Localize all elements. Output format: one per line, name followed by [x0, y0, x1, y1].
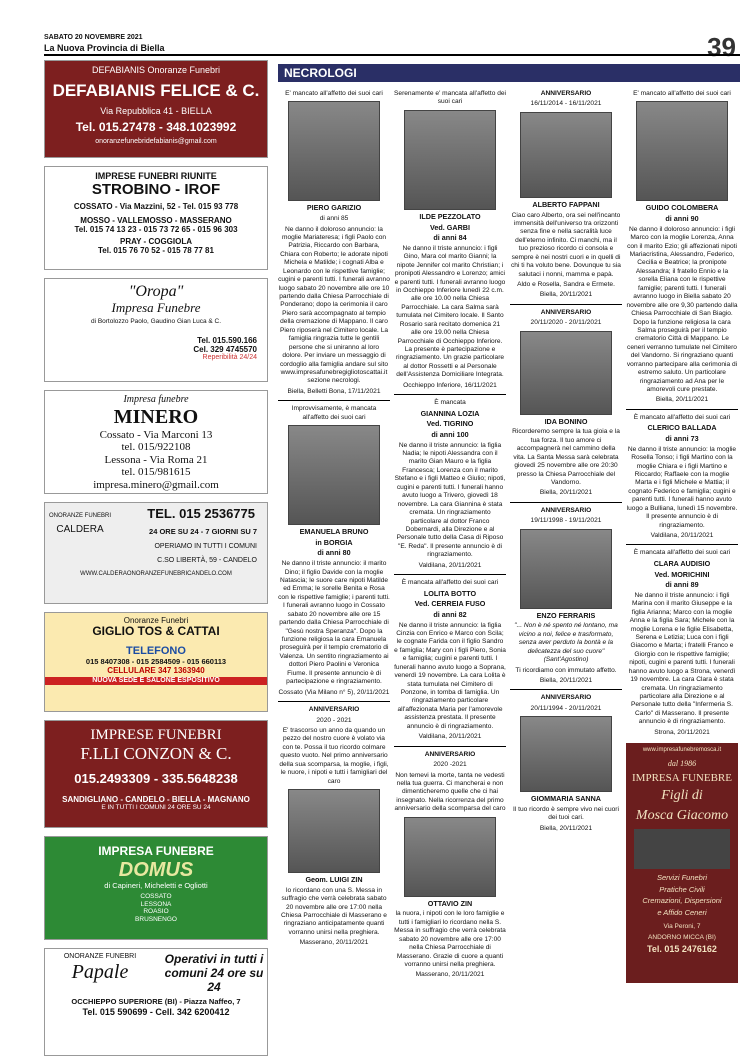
- ad-line: impresa.minero@gmail.com: [93, 479, 219, 492]
- obituary-place: Biella, Belletti Bona, 17/11/2021: [287, 387, 381, 395]
- ad-line: Tel. 015 74 13 23 - 015 73 72 65 - 015 96 303: [74, 224, 238, 234]
- divider: [278, 400, 390, 401]
- column-4: [626, 90, 738, 983]
- issue-date: SABATO 20 NOVEMBRE 2021: [44, 34, 143, 41]
- deceased-age: di anni 82: [433, 609, 467, 619]
- deceased-married-name: Ved. MORICHINI: [654, 569, 710, 579]
- page-number: 39: [707, 32, 736, 62]
- ad-strobino: [44, 166, 268, 270]
- ad-line: Tel. 015.27478 - 348.1023992: [75, 120, 237, 135]
- ad-line: Tel. 015 76 70 52 - 015 78 77 81: [98, 246, 214, 256]
- ad-line: e Affido Ceneri: [657, 907, 707, 917]
- portrait-photo: [288, 789, 380, 873]
- ad-line: dal 1986: [667, 758, 697, 768]
- newspaper-name: La Nuova Provincia di Biella: [44, 43, 165, 53]
- column-2: [394, 90, 506, 982]
- obituary-place: Masserano, 20/11/2021: [299, 939, 369, 947]
- obituary: [394, 90, 506, 390]
- divider: [394, 394, 506, 395]
- deceased-married-name: in BORGIA: [315, 537, 353, 547]
- deceased-name: GUIDO COLOMBERA: [645, 203, 719, 213]
- anniversary-years: 16/11/2014 - 16/11/2021: [530, 100, 602, 108]
- deceased-name: CLARA AUDISIO: [653, 558, 711, 568]
- anniversary-label: ANNIVERSARIO: [540, 506, 592, 514]
- ad-line: tel. 015/981615: [121, 466, 191, 479]
- ad-line: WWW.CALDERAONORANZEFUNEBRICANDELO.COM: [80, 570, 232, 577]
- page-header: [44, 4, 740, 62]
- ad-line: DEFABIANIS FELICE & C.: [52, 81, 260, 101]
- deceased-name: ENZO FERRARIS: [536, 610, 596, 620]
- obituary-place: Valdilana, 20/11/2021: [418, 733, 482, 741]
- obituary-place: Cossato (Via Milano n° 5), 20/11/2021: [278, 688, 390, 696]
- obituary-place: Valdilana, 20/11/2021: [650, 532, 714, 539]
- ad-conzon: [44, 720, 268, 828]
- ad-line: Tel. 015 590699 - Cell. 342 6200412: [82, 1007, 230, 1018]
- divider: [394, 746, 506, 747]
- ad-line: MINERO: [113, 405, 199, 428]
- obituary-place: Biella, 20/11/2021: [539, 677, 593, 685]
- obituary-text: Ne danno il triste annuncio: il marito Dino; il figlio Davide con la moglie Natascia; le suore care nipoti Matilde ed Emma; le sorelle Benita e Rosa con le rispettive famiglie; i parenti tutti. I funerali avranno luogo in Cossato sabato 20 novembre alle ore 15 partendo dalla Chiesa Parrocchiale di "Gesù nostra Speranza". Dopo la funzione religiosa la cara Emanuela proseguirà per il tempio crematorio di Valenza. Un sentito ringraziamento ai dottori Piero Paolini e Veronica Fiume. Il presente annuncio è di partecipazione e ringraziamento.: [278, 560, 390, 686]
- deceased-name: OTTAVIO ZIN: [427, 898, 473, 908]
- deceased-name: GIOMMARIA SANNA: [530, 794, 601, 804]
- obituary-place: Masserano, 20/11/2021: [415, 971, 485, 979]
- obituary-place: Occhieppo Inferiore, 16/11/2021: [403, 381, 497, 389]
- ad-line: IMPRESA FUNEBRE: [98, 844, 214, 858]
- anniversary-signature: Ti ricordiamo con immutato affetto.: [515, 666, 617, 674]
- anniversary-years: 19/11/1998 - 19/11/2021: [530, 517, 602, 525]
- ad-line: Papale: [71, 961, 129, 984]
- ad-line: IMPRESA FUNEBRE: [632, 772, 732, 785]
- ad-image: [634, 829, 730, 869]
- ad-line: E IN TUTTI I COMUNI 24 ORE SU 24: [101, 803, 211, 811]
- ad-line: IMPRESE FUNEBRI RIUNITE: [95, 171, 217, 181]
- deceased-age: di anni 100: [431, 429, 469, 439]
- divider: [626, 544, 738, 545]
- ad-line: TELEFONO: [126, 644, 186, 657]
- obituary-place: Biella, 20/11/2021: [539, 291, 593, 299]
- obituary: [626, 549, 738, 737]
- ad-line: 24 ORE SU 24 - 7 GIORNI SU 7: [149, 526, 257, 536]
- ad-domus: [44, 836, 268, 940]
- ad-line: di Capineri, Micheletti e Ogliotti: [104, 880, 208, 890]
- deceased-name: Geom. LUIGI ZIN: [305, 875, 363, 884]
- section-banner: [278, 64, 740, 82]
- ad-line: GIGLIO TOS & CATTAI: [92, 624, 220, 639]
- ad-line: ONORANZE FUNEBRI: [48, 513, 111, 519]
- portrait-photo: [520, 716, 612, 792]
- anniversary-signature: Aldo e Rosella, Sandra e Ermete.: [517, 281, 615, 289]
- anniversary-years: 20/11/1994 - 20/11/2021: [530, 704, 602, 712]
- deceased-name: EMANUELA BRUNO: [299, 527, 369, 537]
- anniversary: [510, 90, 622, 300]
- obituary: [394, 579, 506, 741]
- anniversary-years: 2020 -2021: [433, 761, 467, 769]
- obituary-intro: E' mancato all'affetto dei suoi cari: [633, 90, 731, 97]
- ad-line: PRAY - COGGIOLA: [119, 237, 192, 247]
- deceased-name: CLERICO BALLADA: [647, 423, 717, 433]
- ad-line: Impresa funebre: [123, 394, 189, 405]
- ad-defabianis: [44, 60, 268, 158]
- obituary: [394, 399, 506, 570]
- portrait-photo: [404, 110, 496, 210]
- ad-line: Impresa Funebre: [111, 300, 201, 316]
- anniversary-text: Ricorderemo sempre la tua gioia e la tua forza. Il tuo amore ci accompagnerà nel cammino della vita. La Santa Messa sarà celebrata giovedì 25 novembre alle ore 20:30 presso la Chiesa Parrocchiale del Vandorno.: [512, 428, 620, 487]
- ad-line: tel. 015/922108: [121, 441, 191, 454]
- obituary-intro: È mancata all'affetto dei suoi cari: [633, 549, 731, 557]
- ad-line: COSSATO - Via Mazzini, 52 - Tel. 015 93 778: [73, 201, 239, 211]
- ad-line: onoranzefunebridefabianis@gmail.com: [95, 138, 217, 146]
- deceased-age: di anni 80: [317, 548, 351, 558]
- ad-line: 015.2493309 - 335.5648238: [74, 770, 238, 786]
- anniversary-text: E' trascorso un anno da quando un pezzo del nostro cuore è volato via con te. Possa il tuo ricordo colmare questo vuoto. Nel primo anniversario della sua scomparsa, la moglie, i figli, le nuore, i nipoti e tutti i famigliari del caro: [279, 726, 389, 785]
- ad-line: DEFABIANIS Onoranze Funebri: [91, 65, 221, 75]
- deceased-married-name: Ved. CERREIA FUSO: [414, 599, 486, 609]
- portrait-photo: [404, 817, 496, 897]
- ad-oropa: [44, 278, 268, 382]
- deceased-name: PIERO GARIZIO: [306, 203, 362, 213]
- obituary-place: Strona, 20/11/2021: [654, 728, 710, 736]
- ad-line: www.impresafunebremosca.it: [642, 747, 722, 754]
- anniversary: [510, 507, 622, 686]
- deceased-age: di anni 85: [319, 215, 349, 223]
- portrait-photo: [520, 529, 612, 609]
- ad-line: C.SO LIBERTÀ, 59 - CANDELO: [157, 556, 257, 564]
- ad-line: COSSATO: [140, 893, 172, 901]
- anniversary: [510, 694, 622, 833]
- ad-line: Cel. 329 4745570: [193, 344, 257, 354]
- anniversary-label: ANNIVERSARIO: [540, 308, 592, 316]
- anniversary-text: Ciao caro Alberto, ora sei nell'incanto immensità dell'universo tra orizzonti senza fine e nella sacralità luce dell'eterno infinito. Ci manchi, ma il tuo prezioso ricordo ci consola e sempre è nei nostri cuori e in quelli di chi ti ha voluto bene. Dovunque tu sia salutaci i nonni, mamma e papà.: [511, 211, 621, 278]
- deceased-married-name: Ved. GARBI: [430, 222, 470, 232]
- obituary-text: Ne danno il triste annuncio: i figli Marina con il marito Giuseppe e la figlia Arianna; Marco con la moglie Anna e la figlia Sara; Michele con la moglie Lorena e le figlie Elisabetta, Serena e Letizia; Luca con i figli Giacomo e Marta; i fratelli Franco e Giorgio con le rispettive famiglie; nipoti, cugini e parenti tutti. I funerali hanno avuto luogo a Strona, venerdì 19 novembre. La cara Clara è stata cremata. Un ringraziamento particolare alla Direzione e al Personale tutto della "Infermeria S. Carlo" di Masserano. Il presente annuncio è di ringraziamento.: [628, 591, 736, 726]
- anniversary-label: ANNIVERSARIO: [308, 706, 360, 714]
- ad-line: ANDORNO MICCA (BI): [648, 933, 716, 941]
- ad-line: STROBINO - IROF: [91, 181, 221, 199]
- ad-mosca: [626, 743, 738, 983]
- ad-caldera: [44, 502, 268, 604]
- deceased-name: LOLITA BOTTO: [423, 588, 477, 598]
- obituary-intro: È mancata: [434, 399, 466, 407]
- ad-line: Tel. 015 2476162: [647, 944, 717, 955]
- deceased-name: IDA BONINO: [544, 416, 588, 426]
- ad-line: Figli di: [661, 788, 703, 804]
- ad-line: ROASIO: [143, 908, 169, 916]
- anniversary: [510, 309, 622, 498]
- deceased-name: ILDE PEZZOLATO: [419, 211, 481, 221]
- anniversary-text: Il tuo ricordo è sempre vivo nei cuori dei tuoi cari.: [513, 806, 619, 822]
- ad-line: OCCHIEPPO SUPERIORE (BI) - Piazza Naffeo, 7: [71, 997, 241, 1007]
- divider: [278, 701, 390, 702]
- obituary-intro: È mancato all'affetto dei suoi cari: [633, 413, 731, 421]
- anniversary: [278, 706, 390, 948]
- ad-line: Mosca Giacomo: [635, 808, 729, 824]
- ad-line: LESSONA: [140, 900, 172, 908]
- portrait-photo: [288, 101, 380, 201]
- ad-line: CALDERA: [56, 523, 104, 535]
- obituary-text: Ne danno il triste annuncio: la figlia Nadia; le nipoti Alessandra con il marito Gian Mauro e la figlia Francesca; Lorenza con il marito Stefano e i figli Matteo e Giulio; nipoti, cugini e parenti tutti. I funerali hanno avuto luogo a Trivero, giovedì 18 novembre. La cara Giannina è stata cremata. Un ringraziamento particolare al dottor Franco Dobernardi, alla Direzione e al Personale tutto della Casa di Riposo "E. Reda". Il presente annuncio è di ringraziamento.: [394, 441, 506, 559]
- portrait-photo: [288, 425, 380, 525]
- ad-line: Onoranze Funebri: [123, 616, 189, 625]
- obituary-place: Biella, 20/11/2021: [539, 489, 593, 497]
- obituary-text: Ne danno il doloroso annuncio: la moglie Mariateresa; i figli Paolo con Patrizia, Riccardo con Barbara, Chiara con Roberto; le adorate nipoti Michela e Matilde; i cognati Alba e Leonardo con le rispettive famiglie; cugini e parenti tutti. I funerali avranno luogo sabato 20 novembre alle ore 10 partendo dalla Chiesa Parrocchiale di Ponderano; dopo la cerimonia il caro Piero sarà accompagnato al tempio della cremazione di Mappano. Il caro Piero riposerà nel Cimitero locale. La famiglia ringrazia tutte le gentili persone che si uniranno al loro dolore. Per inviare un messaggio di cordoglio alla famiglia andare sul sito www.impresafunebregigliotoscattai.it sezione necrologi.: [278, 225, 390, 385]
- deceased-age: di anni 89: [665, 580, 699, 590]
- obituary-text: Ne danno il triste annuncio: la figlia Cinzia con Enrico e Marco con Scila; le cognate Farida con il figlio Sandro e famiglia; Mary con i figli Piero, Sonia e famiglia; cugini e parenti tutti. I funerali hanno avuto luogo a Soprana, venerdì 19 novembre. La cara Lolita è stata tumulata nel Cimitero di Ponzone, in tomba di famiglia. Un ringraziamento particolare all'affezionata Maria per l'amorevole assistenza prestata. Il presente annuncio è di ringraziamento.: [394, 621, 506, 730]
- header-rule: [44, 54, 740, 56]
- obituary-text: Ne danno il doloroso annuncio: i figli Marco con la moglie Lorenza, Anna con il marito Ezio; gli affezionati nipoti Mariacristina, Alessandro, Federico, Cecilia e Beatrice; la pronipote Alessandra; il fratello Ennio e la sorella Eliana con le rispettive famiglie; parenti tutti. I funerali avranno luogo in Biella sabato 20 novembre alle ore 9,30 partendo dalla Chiesa Parrocchiale di San Biagio. Dopo la funzione religiosa la cara Salma proseguirà per il tempio crematorio Città di Mappano. Le ceneri verranno tumulate nel Cimitero del Vandorno. Si ringraziano quanti vorranno partecipare alla cerimonia di estremo saluto. Un particolare ringraziamento ad Ana per le amorevoli cure prestate.: [626, 225, 738, 394]
- deceased-age: di anni 73: [665, 433, 699, 443]
- ad-line: Operativi in tutti i comuni 24 ore su 24: [164, 952, 264, 994]
- deceased-age: di anni 90: [665, 214, 699, 224]
- ad-line: F.LLI CONZON & C.: [80, 744, 232, 764]
- portrait-photo: [520, 112, 612, 198]
- obituary-place: Valdilana, 20/11/2021: [418, 561, 482, 569]
- anniversary-label: ANNIVERSARIO: [540, 90, 592, 97]
- anniversary-text-2: la nuora, i nipoti con le loro famiglie e tutti i famigliari lo ricordano nella S. Messa in suffragio che verrà celebrata sabato 20 novembre alle ore 17:00 nella Chiesa Parrocchiale di Masserano. Grazie di cuore a quanti vorranno unirsi nella preghiera.: [394, 910, 506, 968]
- ad-line: Cremazioni, Dispersioni: [642, 896, 722, 906]
- ad-line: ONORANZE FUNEBRI: [63, 953, 137, 960]
- ad-line: SANDIGLIANO - CANDELO - BIELLA - MAGNANO: [62, 794, 250, 804]
- column-1: [278, 90, 390, 950]
- anniversary-label: ANNIVERSARIO: [424, 750, 476, 758]
- ad-minero: [44, 390, 268, 494]
- deceased-age: di anni 84: [433, 233, 467, 243]
- anniversary-label: ANNIVERSARIO: [540, 694, 592, 702]
- divider: [510, 304, 622, 305]
- obituary: [278, 405, 390, 697]
- deceased-married-name: Ved. TIGRINO: [426, 419, 474, 429]
- divider: [394, 574, 506, 575]
- obituary-intro: È mancata all'affetto dei suoi cari: [401, 579, 499, 587]
- obituary-intro: E' mancato all'affetto dei suoi cari: [285, 90, 383, 97]
- deceased-name: ALBERTO FAPPANI: [532, 199, 600, 209]
- obituary-text: Ne danno il triste annuncio: i figli Gino, Mara col marito Gianni; la nipote Jennifer col marito Christian; i pronipoti Alessandro e Lorenzo; amici e parenti tutti. I funerali avranno luogo in Occhieppo Inferiore lunedì 22 c.m. alle ore 10.00 nella Chiesa Parrocchiale. La cara Salma sarà tumulata nel Cimitero locale. Il Santo Rosario sarà recitato domenica 21 alle ore 19.00 nella Chiesa Parrocchiale di Occhieppo Inferiore. La presente è partecipazione e ringraziamento. Un grazie particolare al dottor Rossetti e al Personale dell'Assistenza Domiciliare Integrata.: [394, 244, 506, 379]
- ad-line: Via Repubblica 41 - BIELLA: [100, 105, 212, 116]
- obituary-place: Biella, 20/11/2021: [655, 396, 709, 404]
- deceased-name: GIANNINA LOZIA: [420, 408, 480, 418]
- ad-line: DOMUS: [118, 858, 194, 881]
- anniversary-years: 2020 - 2021: [316, 716, 352, 724]
- ad-line: Pratiche Civili: [659, 884, 705, 894]
- obituary: [626, 414, 738, 541]
- anniversary-years: 20/11/2020 - 20/11/2021: [530, 319, 602, 327]
- ad-line: Servizi Funebri: [656, 873, 708, 883]
- ad-line: Cossato - Via Marconi 13: [99, 428, 213, 441]
- ad-line: 015 8407308 - 015 2584509 - 015 660113: [85, 656, 227, 666]
- ad-line: TEL. 015 2536775: [147, 506, 255, 521]
- ad-giglio: [44, 612, 268, 712]
- obituary-place: Biella, 20/11/2021: [539, 824, 593, 832]
- divider: [510, 502, 622, 503]
- obituary-intro: Improvvisamente, è mancata all'affetto dei suoi cari: [291, 405, 377, 421]
- ad-line: BRUSNENGO: [135, 915, 177, 923]
- obituary: [626, 90, 738, 405]
- ad-line: di Bortolozzo Paolo, Gaudino Gian Luca & C.: [90, 318, 222, 326]
- ad-line: "Oropa": [128, 283, 184, 300]
- obituary: [278, 90, 390, 396]
- section-title: NECROLOGI: [284, 66, 357, 80]
- ad-line: IMPRESE FUNEBRI: [90, 727, 222, 743]
- ad-line: NUOVA SEDE E SALONE ESPOSITIVO: [45, 677, 267, 685]
- anniversary-text: Non temevi la morte, tanta ne vedesti nella tua guerra. Ci mancherai e non dimenticheremo quelle che ci hai insegnato. Nella ricorrenza del primo anniversario della scomparsa del caro: [394, 771, 506, 813]
- ad-papale: [44, 948, 268, 1056]
- portrait-photo: [636, 101, 728, 201]
- ad-line: Via Peroni, 7: [663, 923, 701, 931]
- ad-line: Lessona - Via Roma 21: [104, 453, 208, 466]
- ad-line: Reperibilità 24/24: [202, 354, 257, 362]
- ad-line: MOSSO - VALLEMOSSO - MASSERANO: [80, 215, 232, 225]
- anniversary: [394, 751, 506, 980]
- obituary-text: Ne danno il triste annuncio: la moglie Rosella Tonso; i figli Martino con la moglie Chiara e i figli Martino e Riccardo; Raffaele con la moglie Marta e i figli Michele e Mattia; il cognato Federico e famiglia; cugini e parenti tutti. I funerali hanno avuto luogo a Bulliana, lunedì 15 novembre. Il presente annuncio è di ringraziamento.: [626, 445, 738, 529]
- divider: [626, 409, 738, 410]
- obituary-intro: Serenamente e' mancata all'affetto dei suoi cari: [394, 90, 506, 106]
- ad-line: CELLULARE 347 1363940: [107, 666, 205, 676]
- ad-line: Tel. 015.590.166: [197, 335, 257, 345]
- column-3: [510, 90, 622, 835]
- portrait-photo: [520, 331, 612, 415]
- anniversary-text-2: lo ricordano con una S. Messa in suffragio che verrà celebrata sabato 20 novembre alle ore 17:00 nella Chiesa Parrocchiale di Masserano e ringraziano anticipatamente quanti vorranno unirsi nella preghiera.: [281, 886, 387, 936]
- ad-line: OPERIAMO IN TUTTI I COMUNI: [154, 542, 257, 550]
- anniversary-text: "... Non è né spento né lontano, ma vicino a noi, felice e trasformato, senza aver perduto la bontà e la delicatezza del suo cuore" (Sant'Agostino): [514, 622, 618, 664]
- divider: [510, 689, 622, 690]
